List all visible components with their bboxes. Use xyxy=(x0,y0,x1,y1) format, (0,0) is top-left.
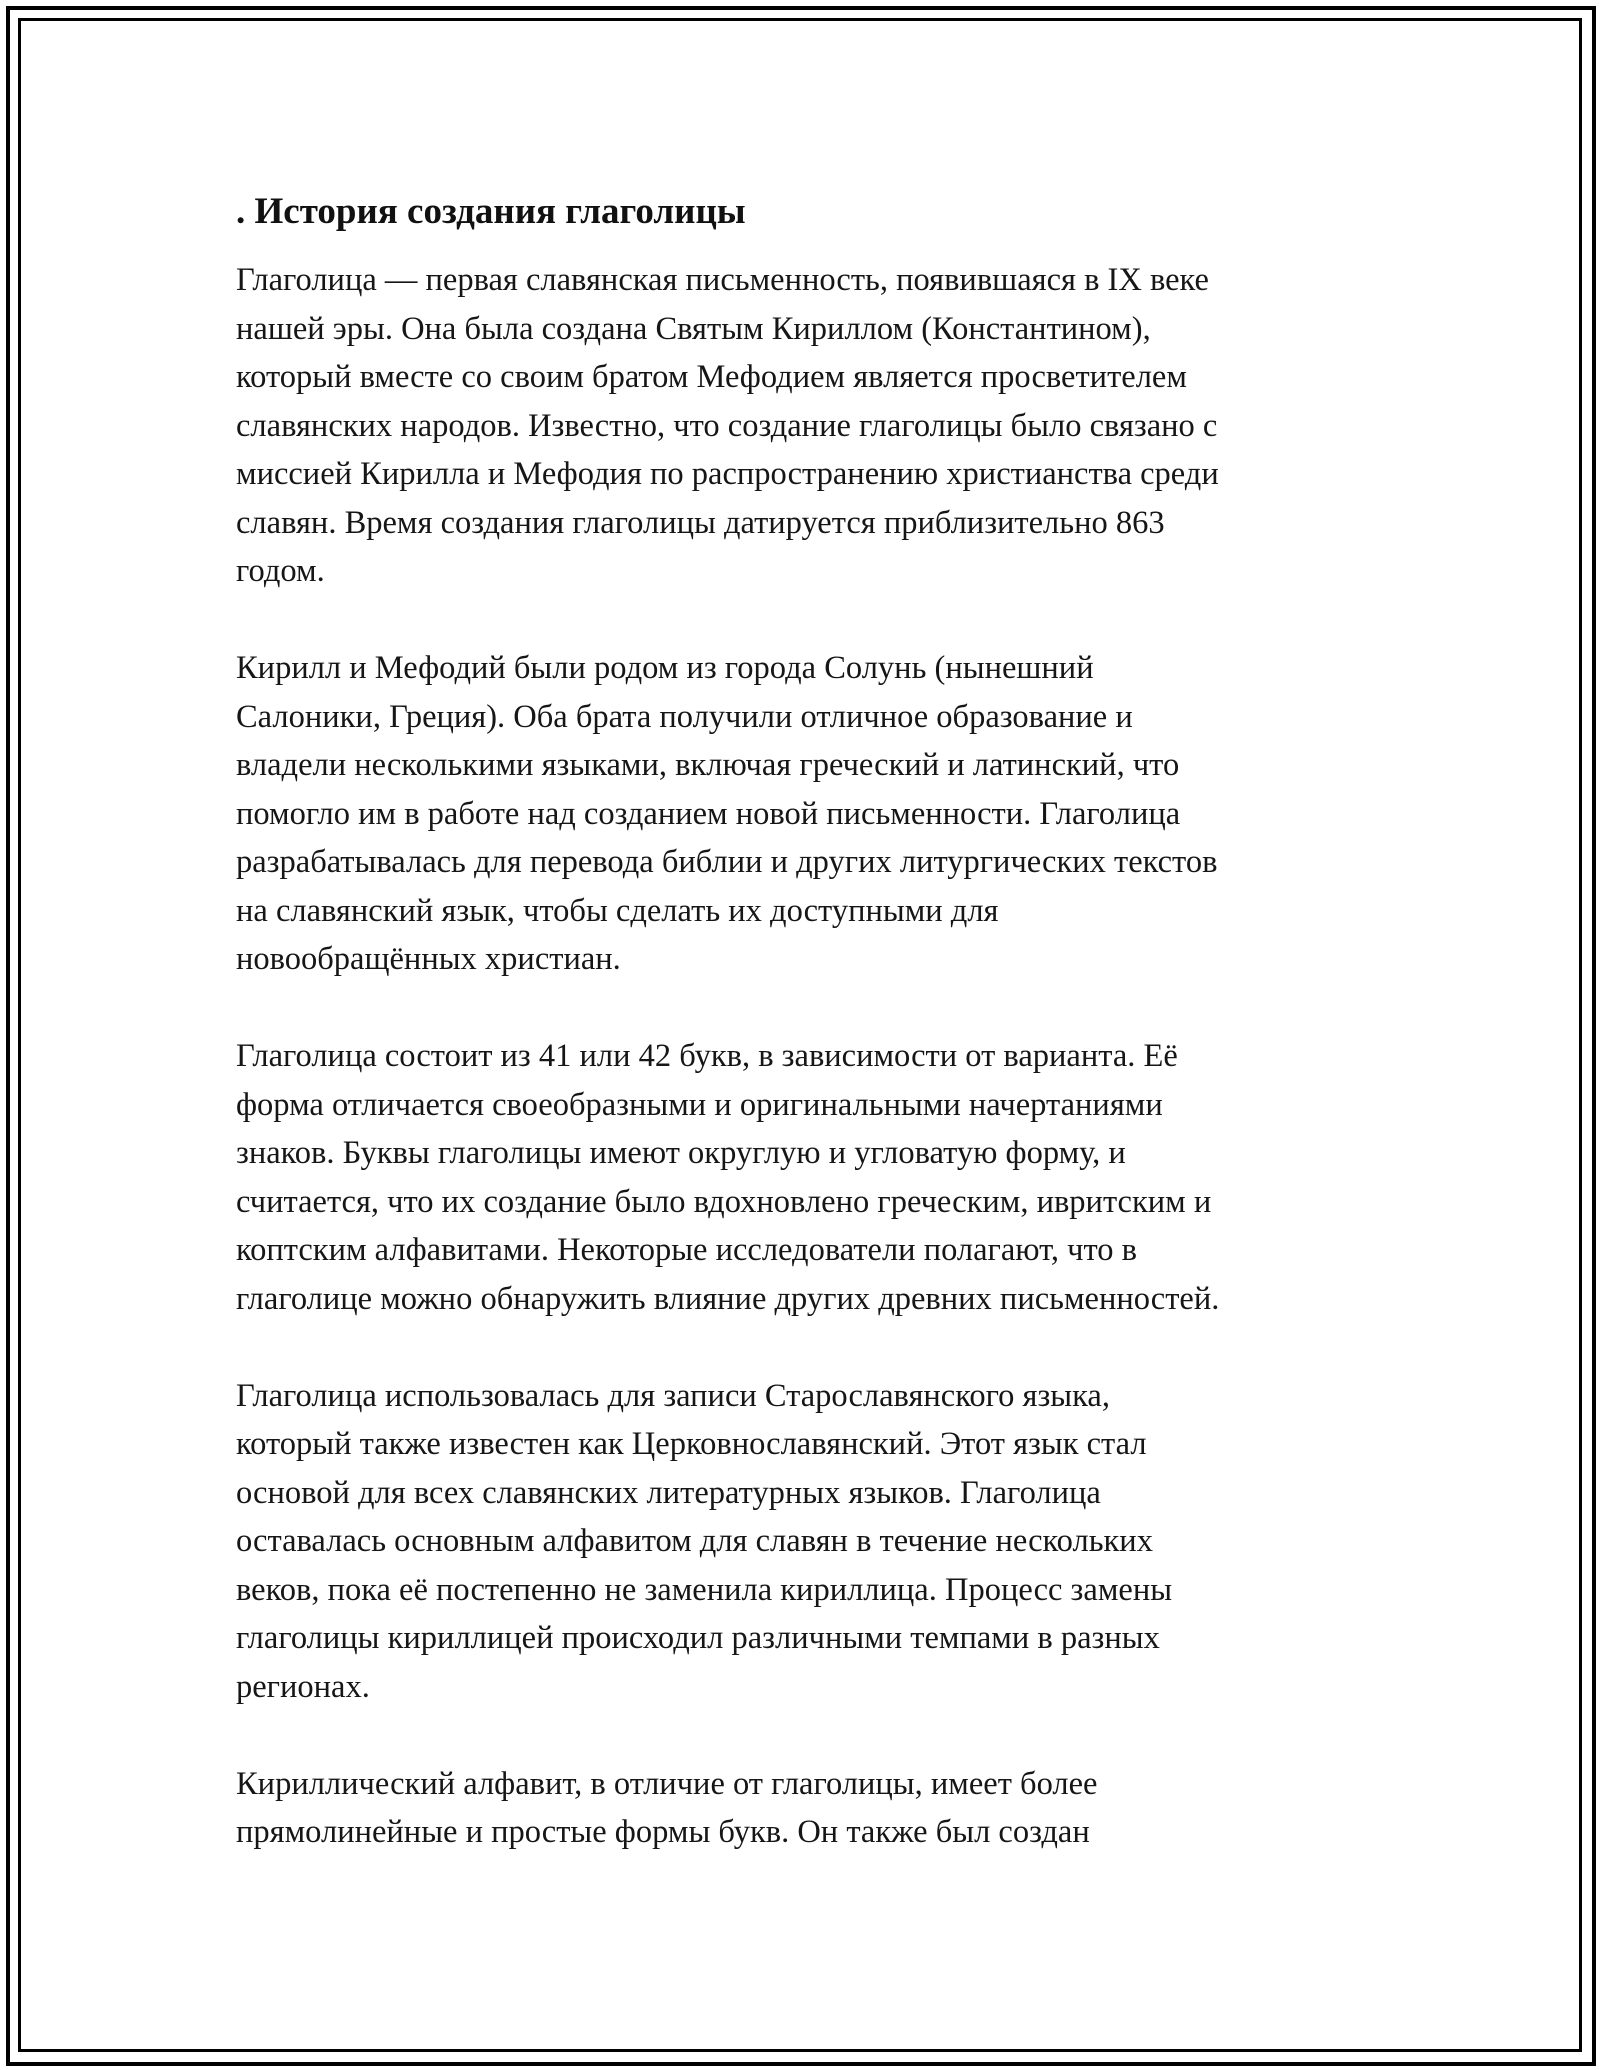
paragraph-1 xyxy=(236,256,1366,596)
document-body xyxy=(236,188,1366,1905)
text-line: Кирилл и Мефодий были родом из города Солунь (нынешний xyxy=(236,650,1094,686)
text-line: Глаголица использовалась для записи Старославянского языка, xyxy=(236,1377,1110,1414)
text-line: славянских народов. Известно, что создание глаголицы было связано с xyxy=(236,407,1218,444)
text-line: разрабатывалась для перевода библии и других литургических текстов xyxy=(236,844,1218,880)
text-line: владели несколькими языками, включая греческий и латинский, что xyxy=(236,747,1180,783)
text-line: основой для всех славянских литературных языков. Глаголица xyxy=(236,1474,1101,1511)
document-heading: . История создания глаголицы xyxy=(236,191,746,232)
text-line: миссией Кирилла и Мефодия по распространению христианства среди xyxy=(236,456,1219,492)
text-line: прямолинейные и простые формы букв. Он также был создан xyxy=(236,1814,1090,1850)
text-line: веков, пока её постепенно не заменила кириллица. Процесс замены xyxy=(236,1571,1173,1608)
text-line: на славянский язык, чтобы сделать их доступными для xyxy=(236,892,999,929)
text-line: оставалась основным алфавитом для славян в течение нескольких xyxy=(236,1523,1153,1559)
text-line: знаков. Буквы глаголицы имеют округлую и угловатую форму, и xyxy=(236,1135,1126,1171)
text-line: Глаголица — первая славянская письменность, появившаяся в IX веке xyxy=(236,262,1209,298)
text-line: помогло им в работе над созданием новой письменности. Глаголица xyxy=(236,795,1181,832)
paragraph-3 xyxy=(236,1032,1366,1323)
text-line: коптским алфавитами. Некоторые исследователи полагают, что в xyxy=(236,1232,1138,1268)
text-line: годом. xyxy=(236,553,325,589)
text-line: нашей эры. Она была создана Святым Кириллом (Константином), xyxy=(236,310,1151,347)
text-line: новообращённых христиан. xyxy=(236,941,621,977)
text-line: славян. Время создания глаголицы датируется приблизительно 863 xyxy=(236,504,1165,541)
text-line: регионах. xyxy=(236,1668,370,1705)
paragraph-2 xyxy=(236,644,1366,984)
text-line: глаголице можно обнаружить влияние других древних письменностей. xyxy=(236,1280,1220,1317)
paragraph-4 xyxy=(236,1372,1366,1712)
text-line: Салоники, Греция). Оба брата получили отличное образование и xyxy=(236,698,1133,735)
paragraph-5 xyxy=(236,1760,1366,1857)
text-line: считается, что их создание было вдохновлено греческим, ивритским и xyxy=(236,1183,1212,1220)
text-line: глаголицы кириллицей происходил различными темпами в разных xyxy=(236,1620,1160,1656)
text-line: Глаголица состоит из 41 или 42 букв, в зависимости от варианта. Её xyxy=(236,1038,1178,1074)
text-line: который вместе со своим братом Мефодием является просветителем xyxy=(236,359,1187,395)
text-line: который также известен как Церковнославянский. Этот язык стал xyxy=(236,1426,1147,1462)
text-line: форма отличается своеобразными и оригинальными начертаниями xyxy=(236,1086,1163,1123)
text-line: Кириллический алфавит, в отличие от глаголицы, имеет более xyxy=(236,1765,1098,1802)
